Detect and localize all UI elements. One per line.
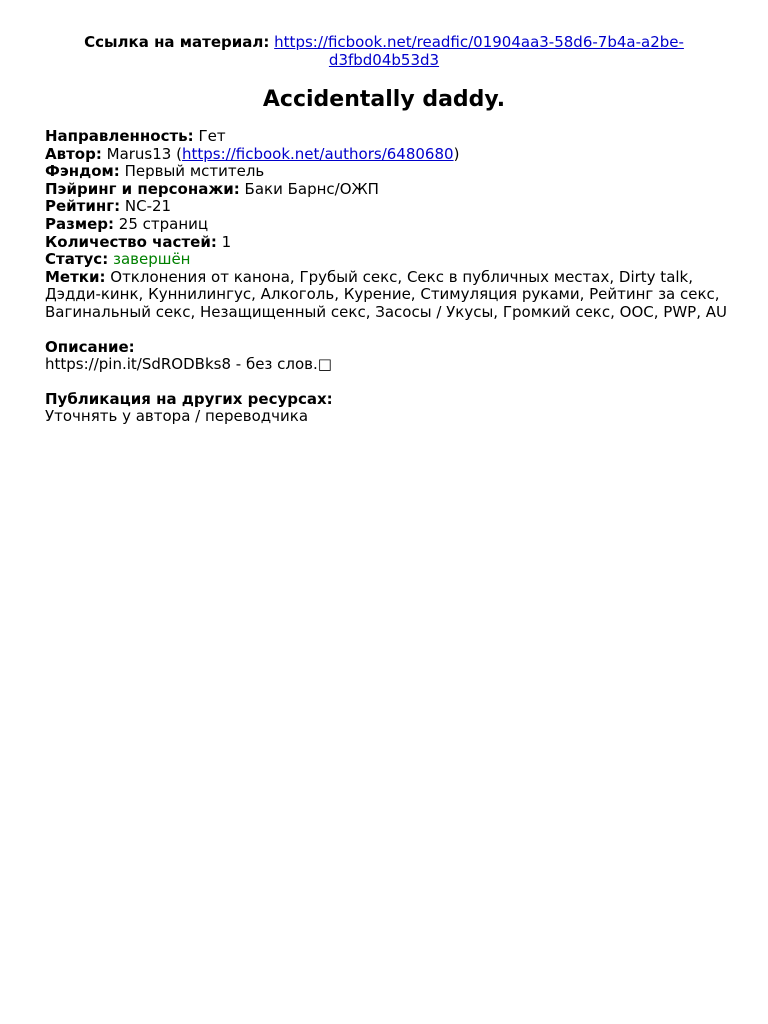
- author-close-paren: ): [453, 144, 460, 163]
- status-label: Статус:: [45, 250, 109, 269]
- author-open-paren: (: [176, 144, 182, 163]
- author-label: Автор:: [45, 144, 102, 163]
- direction-value: Гет: [198, 127, 226, 145]
- pairing-row: [45, 181, 735, 199]
- direction-label: Направленность:: [45, 127, 194, 145]
- rating-row: [45, 198, 735, 216]
- size-label: Размер:: [45, 214, 115, 233]
- publication-heading: Публикация на других ресурсах:: [45, 389, 333, 408]
- fandom-value: Первый мститель: [124, 162, 265, 181]
- work-metadata: [45, 128, 735, 426]
- status-badge: завершён: [112, 250, 191, 269]
- parts-row: [45, 234, 735, 252]
- status-row: [45, 251, 735, 269]
- pairing-label: Пэйринг и персонажи:: [45, 179, 240, 198]
- rating-value: NC-21: [124, 197, 172, 216]
- pairing-value: Баки Барнс/ОЖП: [244, 179, 379, 198]
- parts-value: 1: [221, 232, 232, 251]
- work-title: Accidentally daddy.: [262, 87, 506, 112]
- source-link-block: [60, 34, 708, 69]
- tags-value: Отклонения от канона, Грубый секс, Секс в публичных местах, Dirty talk, Дэдди-кинк, Куннилингус, Алкоголь, Курение, Стимуляция руками, Рейтинг за секс, Вагинальный секс, Незащищенный секс, Засосы / Укусы, Громкий секс, ООС, PWP, AU: [45, 267, 727, 321]
- description-text: https://pin.it/SdRODBks8 - без слов.□: [45, 355, 332, 374]
- fandom-row: [45, 163, 735, 181]
- tags-row: [45, 269, 735, 322]
- fandom-label: Фэндом:: [45, 162, 120, 181]
- author-profile-link[interactable]: https://ficbook.net/authors/6480680: [181, 144, 454, 163]
- direction-row: [45, 128, 735, 146]
- size-row: [45, 216, 735, 234]
- author-name: Marus13: [106, 144, 172, 163]
- tags-label: Метки:: [45, 267, 106, 286]
- publication-text: Уточнять у автора / переводчика: [45, 407, 309, 426]
- description-heading: Описание:: [45, 337, 135, 356]
- source-label: Ссылка на материал:: [84, 33, 270, 51]
- source-url-link[interactable]: https://ficbook.net/readfic/01904aa3-58d6-7b4a-a2be-d3fbd04b53d3: [274, 33, 684, 69]
- author-row: [45, 146, 735, 164]
- size-value: 25 страниц: [118, 214, 209, 233]
- parts-label: Количество частей:: [45, 232, 217, 251]
- rating-label: Рейтинг:: [45, 197, 121, 216]
